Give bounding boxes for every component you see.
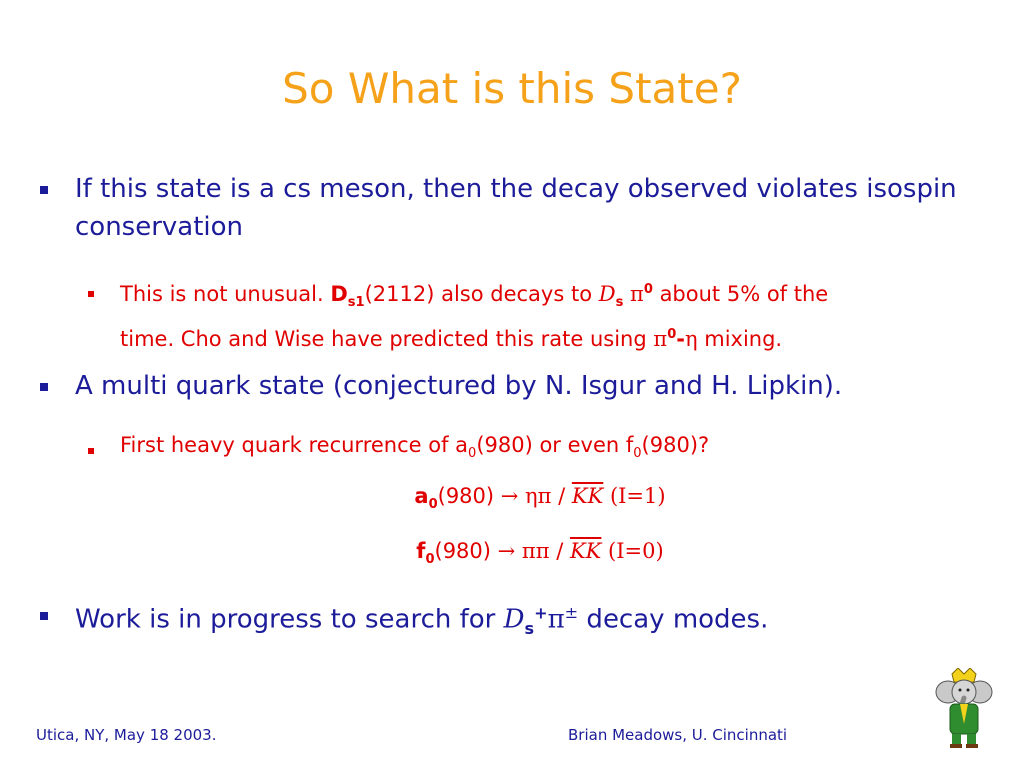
sub-text-part: (980) or even f <box>476 433 634 457</box>
text-part: Work is in progress to search for <box>75 604 504 635</box>
particle-symbol: f <box>416 539 426 563</box>
equation-a0 <box>0 484 1024 512</box>
bullet-2-sub-text <box>120 429 1000 470</box>
particle-symbol: D <box>330 282 348 306</box>
isospin-label: (I=0) <box>601 539 664 563</box>
bullet-marker <box>40 383 48 391</box>
charge-superscript: + <box>534 603 548 622</box>
particle-superscript: 0 <box>667 327 677 343</box>
charge-superscript: ± <box>564 603 579 622</box>
sub-text-part: about 5% of the <box>652 282 829 306</box>
dash: - <box>676 327 685 352</box>
particle-subscript: s <box>524 618 535 638</box>
decay-products: ηπ <box>525 484 552 508</box>
particle-symbol: D <box>503 604 525 635</box>
particle-subscript: s <box>615 295 624 311</box>
arrow-symbol: → <box>494 484 526 508</box>
particle-symbol: a <box>414 484 429 508</box>
slash: / <box>551 484 572 508</box>
sub-text-part: (2112) also decays to <box>364 282 599 306</box>
particle-subscript: 0 <box>468 446 477 462</box>
slash: / <box>549 539 570 563</box>
footer-left: Utica, NY, May 18 2003. <box>36 726 217 744</box>
particle-symbol: D <box>598 282 616 306</box>
sub-text-part: This is not unusual. <box>120 282 331 306</box>
bullet-marker <box>40 612 48 620</box>
isospin-label: (I=1) <box>603 484 666 508</box>
decay-products: ππ <box>521 539 550 563</box>
bullet-2-text: A multi quark state (conjectured by N. Isgur and H. Lipkin). <box>75 371 843 401</box>
particle-superscript: 0 <box>643 282 653 297</box>
pi-symbol: π <box>547 604 565 635</box>
sub-text-part: (980)? <box>641 433 710 457</box>
particle-subscript: s1 <box>347 295 365 311</box>
babar-elephant-icon <box>928 668 1000 752</box>
sub-bullet-marker <box>88 291 94 297</box>
sub-bullet-marker <box>88 448 94 454</box>
kaon-pair: $\overline{KK}$ <box>569 539 602 563</box>
sub-text-part: time. Cho and Wise have predicted this rate using <box>120 327 654 352</box>
pi-symbol: π <box>630 282 644 306</box>
eta-symbol: η <box>684 327 698 352</box>
equation-f0 <box>0 539 1024 567</box>
bullet-1-sub-text <box>120 274 1000 355</box>
bullet-3-text <box>75 594 995 648</box>
slide-title: So What is this State? <box>282 64 742 113</box>
bullet-1-text: If this state is a cs meson, then the decay observed violates isospin conservation <box>75 174 957 242</box>
particle-subscript: 0 <box>425 552 435 568</box>
particle-subscript: 0 <box>633 446 642 462</box>
sub-text-part: mixing. <box>697 327 783 352</box>
arrow-symbol: → <box>490 539 522 563</box>
mass-label: (980) <box>437 484 495 508</box>
footer-right: Brian Meadows, U. Cincinnati <box>568 726 788 744</box>
kaon-pair: $\overline{KK}$ <box>571 484 604 508</box>
pi-symbol: π <box>653 327 668 352</box>
sub-text-part: First heavy quark recurrence of a <box>120 433 469 457</box>
text-part: decay modes. <box>578 604 769 635</box>
particle-subscript: 0 <box>428 497 438 513</box>
bullet-marker <box>40 186 48 194</box>
mass-label: (980) <box>434 539 491 563</box>
